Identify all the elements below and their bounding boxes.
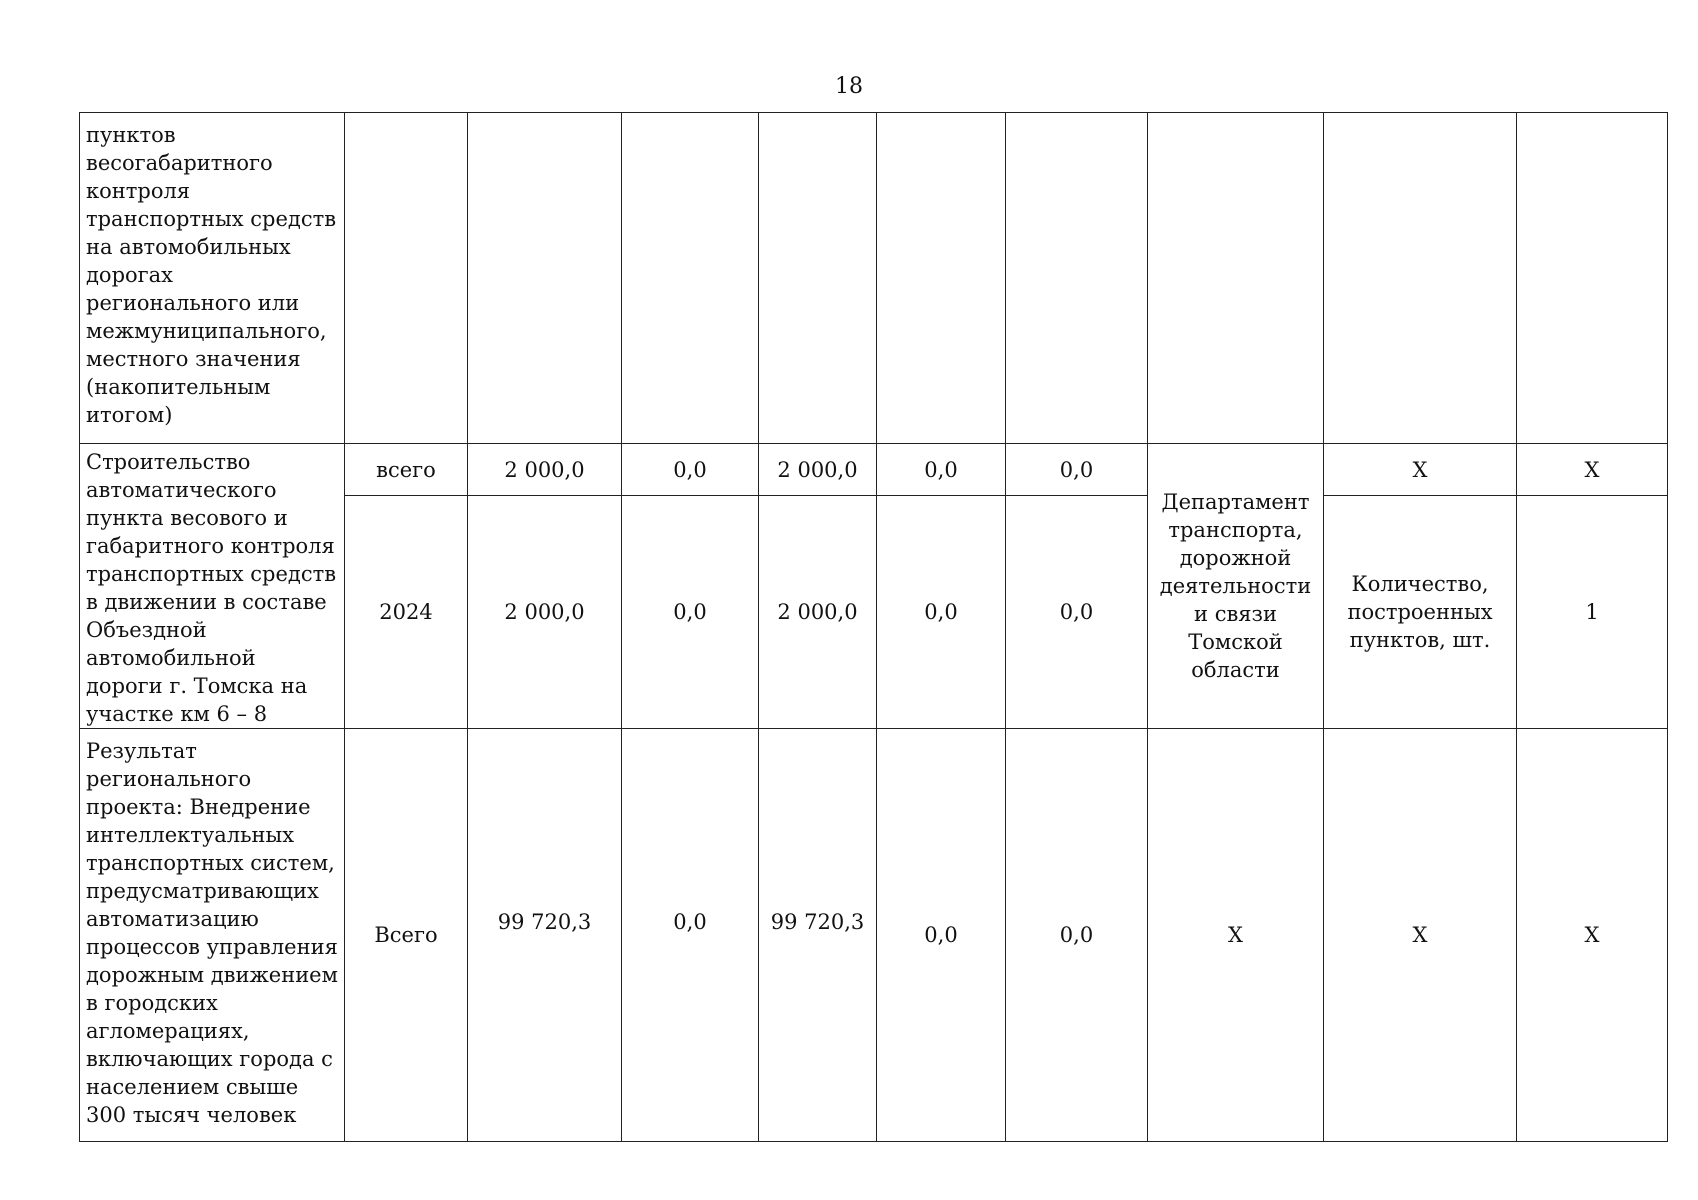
- measure-name: Строительство автоматического пункта весового и габаритного контроля транспортных средств в движении в составе Объездной автомобильной дороги г. Томска на участке км 6 – 8: [86, 450, 337, 726]
- value-cell: X: [1517, 444, 1668, 496]
- indicator-cell: X: [1324, 444, 1517, 496]
- executor-cell: [1148, 444, 1324, 729]
- measure-name-cell: [80, 444, 345, 729]
- measure-name: Результат регионального проекта: Внедрение интеллектуальных транспортных систем, предусматривающих автоматизацию процессов управления дорожным движением в городских агломерациях, включающих города с населением свыше 300 тысяч человек: [86, 739, 338, 1127]
- regional-cell: 99 720,3: [759, 729, 877, 1142]
- period-cell: всего: [345, 444, 468, 496]
- indicator-cell: [1324, 113, 1517, 444]
- period-cell: Всего: [345, 729, 468, 1142]
- local-cell: 0,0: [877, 729, 1006, 1142]
- other-cell: 0,0: [1006, 729, 1148, 1142]
- value-cell: X: [1517, 729, 1668, 1142]
- period-cell: [345, 113, 468, 444]
- executor-text: Департамент транспорта, дорожной деятельности и связи Томской области: [1159, 490, 1312, 682]
- period-cell: 2024: [345, 496, 468, 729]
- federal-cell: 0,0: [622, 496, 759, 729]
- value-cell: 1: [1517, 496, 1668, 729]
- indicator-text: Количество, построенных пунктов, шт.: [1347, 572, 1493, 652]
- regional-cell: [759, 113, 877, 444]
- indicator-cell: X: [1324, 729, 1517, 1142]
- total-cell: 2 000,0: [468, 496, 622, 729]
- measures-table: [79, 112, 1668, 1142]
- executor-cell: X: [1148, 729, 1324, 1142]
- indicator-cell: [1324, 496, 1517, 729]
- value-cell: [1517, 113, 1668, 444]
- other-cell: 0,0: [1006, 444, 1148, 496]
- federal-cell: 0,0: [622, 729, 759, 1142]
- measure-name-cell: [80, 729, 345, 1142]
- local-cell: 0,0: [877, 496, 1006, 729]
- total-cell: [468, 113, 622, 444]
- other-cell: [1006, 113, 1148, 444]
- federal-cell: 0,0: [622, 444, 759, 496]
- table-row: [80, 729, 1668, 1142]
- other-cell: 0,0: [1006, 496, 1148, 729]
- measure-name-cell: [80, 113, 345, 444]
- measure-name: пунктов весогабаритного контроля транспортных средств на автомобильных дорогах регионального или межмуниципального, местного значения (накопительным итогом): [86, 123, 337, 427]
- executor-cell: [1148, 113, 1324, 444]
- table-row: [80, 444, 1668, 496]
- local-cell: 0,0: [877, 444, 1006, 496]
- regional-cell: 2 000,0: [759, 496, 877, 729]
- local-cell: [877, 113, 1006, 444]
- federal-cell: [622, 113, 759, 444]
- total-cell: 2 000,0: [468, 444, 622, 496]
- total-cell: 99 720,3: [468, 729, 622, 1142]
- table-row: [80, 113, 1668, 444]
- page-number: 18: [835, 74, 863, 99]
- regional-cell: 2 000,0: [759, 444, 877, 496]
